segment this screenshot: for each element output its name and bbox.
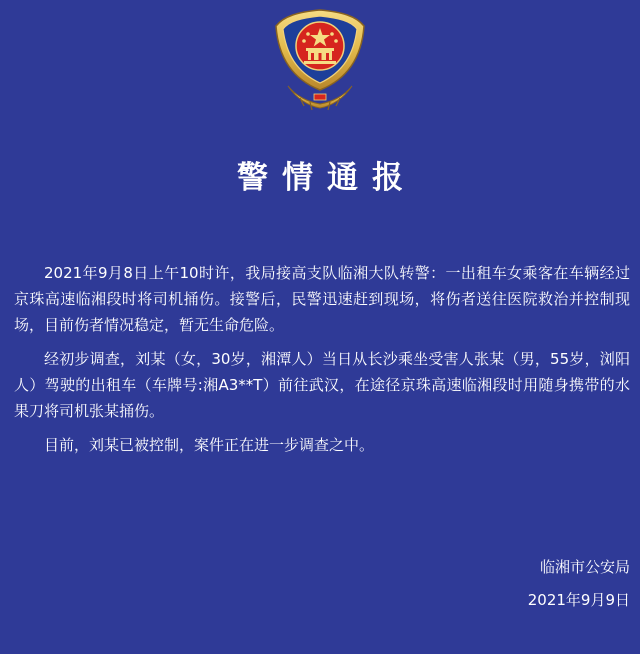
notice-title: 警情通报: [237, 160, 417, 196]
notice-paragraph-2: 经初步调查，刘某（女，30岁，湘潭人）当日从长沙乘坐受害人张某（男，55岁，浏阳人）驾驶的出租车（车牌号:湘A3**T）前往武汉，在途径京珠高速临湘段时用随身携带的水果刀将司机张某捅伤。: [14, 350, 630, 420]
police-emblem-icon: [270, 6, 370, 116]
issue-date: 2021年9月9日: [527, 591, 630, 609]
notice-paragraph-1: 2021年9月8日上午10时许，我局接高支队临湘大队转警：一出租车女乘客在车辆经过京珠高速临湘段时将司机捅伤。接警后，民警迅速赶到现场，将伤者送往医院救治并控制现场，目前伤者情况稳定，暂无生命危险。: [14, 264, 630, 334]
notice-body: [14, 260, 630, 466]
notice-paragraph-3: 目前，刘某已被控制，案件正在进一步调查之中。: [44, 436, 375, 454]
issuer-name: 临湘市公安局: [539, 558, 630, 576]
